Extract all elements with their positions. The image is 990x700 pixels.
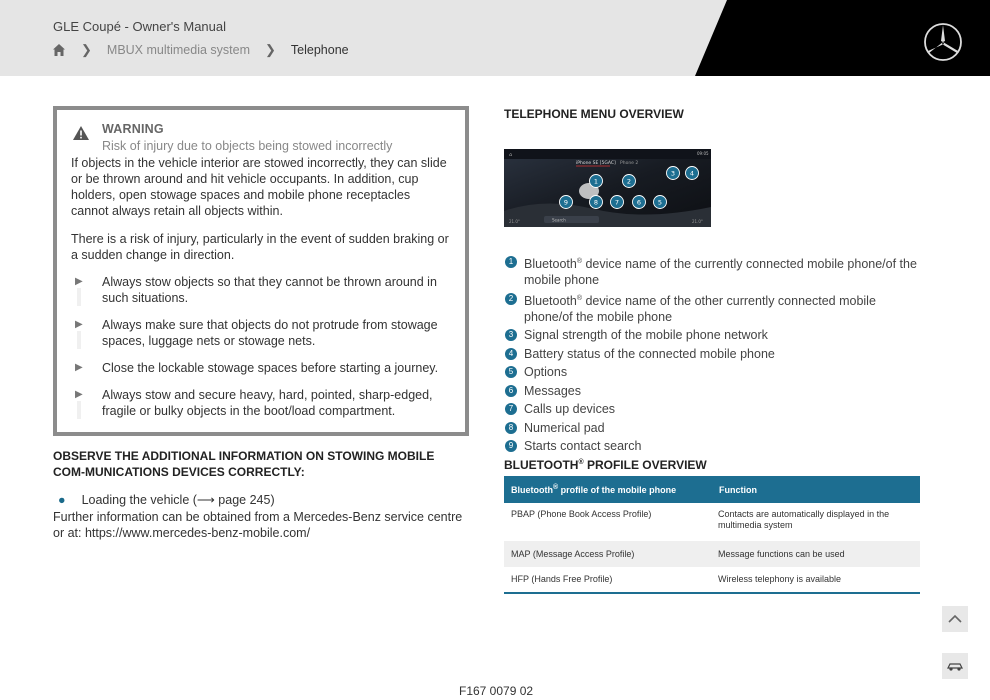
warning-item-text: Close the lockable stowage spaces before starting a journey. xyxy=(102,361,439,375)
table-cell-function: Message functions can be used xyxy=(711,541,920,567)
link-loading-vehicle[interactable]: Loading the vehicle (⟶ page 245) xyxy=(81,493,275,507)
callout-item xyxy=(504,401,924,417)
section-heading-observe: OBSERVE THE ADDITIONAL INFORMATION ON STOWING MOBILE COM-MUNICATIONS DEVICES CORRECTLY: xyxy=(53,449,435,479)
warning-paragraph: There is a risk of injury, particularly in the event of sudden braking or a sudden change in direction. xyxy=(71,232,449,262)
chevron-right-icon: ❯ xyxy=(81,42,92,57)
arrow-right-icon: ▶ xyxy=(75,276,83,287)
bluetooth-word: Bluetooth xyxy=(524,257,577,272)
heading-part: BLUETOOTH xyxy=(504,458,579,472)
telephone-menu-screenshot xyxy=(504,149,711,227)
arrow-right-icon: ▶ xyxy=(75,362,83,373)
callout-desc: device name of the currently connected mobile phone/of the mobile phone xyxy=(524,257,917,288)
callout-6-label: 6 xyxy=(636,198,642,207)
telephone-screen-graphic xyxy=(504,149,711,227)
callout-item xyxy=(504,254,924,288)
callout-desc: Options xyxy=(524,365,568,380)
table-header-row xyxy=(504,476,920,503)
callout-3-label: 3 xyxy=(670,169,676,178)
vehicle-icon xyxy=(942,653,968,679)
callout-item xyxy=(504,420,924,436)
bluetooth-profile-table xyxy=(504,476,920,594)
warning-item-text: Always make sure that objects do not protrude from stowage spaces, luggage nets or stowage nets. xyxy=(102,318,438,348)
registered-mark: ® xyxy=(576,258,582,265)
bluetooth-word: Bluetooth xyxy=(524,293,577,308)
screen-time: 09:05 xyxy=(697,151,709,156)
callout-item xyxy=(504,364,924,380)
registered-mark: ® xyxy=(553,484,559,491)
vehicle-icon-button[interactable] xyxy=(942,653,968,679)
table-row xyxy=(504,541,920,567)
callout-desc: device name of the other currently connected mobile phone/of the mobile phone xyxy=(524,293,876,324)
screen-search: Search xyxy=(552,217,566,223)
bullet-icon: ● xyxy=(58,493,66,507)
table-cell-function: Wireless telephony is available xyxy=(711,567,920,593)
section-heading-telephone-menu: TELEPHONE MENU OVERVIEW xyxy=(504,107,684,121)
callout-text xyxy=(524,254,924,288)
callout-4-label: 4 xyxy=(689,169,695,178)
warning-item-text: Always stow objects so that they cannot be thrown around in such situations. xyxy=(102,275,437,305)
warning-list-item xyxy=(71,387,450,419)
header-part: Bluetooth xyxy=(511,485,553,495)
callout-2-label: 2 xyxy=(626,177,632,186)
scroll-to-top-button[interactable] xyxy=(942,606,968,632)
breadcrumb-item-mbux[interactable]: MBUX multimedia system xyxy=(106,43,250,57)
warning-list-item xyxy=(71,317,450,349)
callout-number: 3 xyxy=(505,329,517,341)
callout-item xyxy=(504,327,924,343)
callout-desc: Signal strength of the mobile phone network xyxy=(524,328,768,343)
registered-mark: ® xyxy=(578,459,584,466)
callout-desc: Battery status of the connected mobile phone xyxy=(524,346,775,361)
callout-number: 8 xyxy=(505,422,517,434)
home-icon[interactable] xyxy=(52,43,66,57)
table-row xyxy=(504,503,920,541)
screen-phone2: Phone 2 xyxy=(620,161,639,166)
table-cell-profile: PBAP (Phone Book Access Profile) xyxy=(511,509,652,519)
arrow-right-icon: ▶ xyxy=(75,319,83,330)
warning-subtitle: Risk of injury due to objects being stowed incorrectly xyxy=(102,139,393,153)
callout-text xyxy=(524,291,924,325)
callout-number: 7 xyxy=(505,403,517,415)
mercedes-star-logo[interactable] xyxy=(923,22,963,62)
warning-header xyxy=(71,122,450,153)
callout-number: 2 xyxy=(505,293,517,305)
heading-part: PROFILE OVERVIEW xyxy=(583,458,707,472)
table-cell-profile: HFP (Hands Free Profile) xyxy=(504,567,711,593)
callout-desc: Numerical pad xyxy=(524,420,605,435)
list-bar xyxy=(77,331,81,349)
callout-number: 1 xyxy=(505,256,517,268)
callout-item xyxy=(504,383,924,399)
callout-7-label: 7 xyxy=(614,198,620,207)
screen-phone1: iPhone SE [5GAC] xyxy=(576,161,616,166)
table-header-profile xyxy=(504,476,711,503)
callout-number: 9 xyxy=(505,440,517,452)
warning-title: WARNING xyxy=(102,122,164,136)
callout-desc: Calls up devices xyxy=(524,402,616,417)
callout-legend xyxy=(504,254,924,457)
registered-mark: ® xyxy=(576,294,582,302)
callout-5-label: 5 xyxy=(657,198,663,207)
header-part: profile of the mobile phone xyxy=(558,485,677,495)
callout-8-label: 8 xyxy=(593,198,599,207)
arrow-right-icon: ▶ xyxy=(75,389,83,400)
breadcrumb xyxy=(52,42,349,58)
warning-list-item xyxy=(71,360,450,376)
callout-item xyxy=(504,291,924,325)
screen-home-icon: ⌂ xyxy=(509,152,513,158)
callout-1-label: 1 xyxy=(593,177,599,186)
warning-item-text: Always stow and secure heavy, hard, pointed, sharp-edged, fragile or bulky objects in the boot/load compartment. xyxy=(102,388,433,418)
warning-triangle-icon xyxy=(73,126,89,140)
figure-code: F167 0079 02 xyxy=(459,684,534,698)
warning-list xyxy=(71,274,450,419)
list-bar xyxy=(77,288,81,306)
screen-temp-right: 21.0° xyxy=(692,219,703,224)
callout-number: 4 xyxy=(505,348,517,360)
further-info-text: Further information can be obtained from a Mercedes-Benz service centre or at: https://www.mercedes-benz-mobile.com/ xyxy=(53,510,463,540)
table-cell-profile: MAP (Message Access Profile) xyxy=(504,541,711,567)
list-bar xyxy=(77,401,81,419)
table-header-function: Function xyxy=(711,476,920,503)
screen-temp-left: 21.0° xyxy=(509,219,520,224)
callout-desc: Starts contact search xyxy=(524,439,642,454)
header xyxy=(0,0,990,76)
section-heading-bluetooth-profile xyxy=(504,458,707,472)
document-title: GLE Coupé - Owner's Manual xyxy=(53,19,227,34)
callout-desc: Messages xyxy=(524,383,581,398)
callout-item xyxy=(504,346,924,362)
warning-list-item xyxy=(71,274,450,306)
callout-9-label: 9 xyxy=(563,198,569,207)
warning-paragraph: If objects in the vehicle interior are stowed incorrectly, they can slide or be thrown around and hit vehicle occupants. In addition, cup holders, open stowage spaces and mobile phone receptacles cannot always retain all objects within. xyxy=(71,156,447,218)
callout-number: 5 xyxy=(505,366,517,378)
chevron-right-icon: ❯ xyxy=(265,42,276,57)
table-cell-function: Contacts are automatically displayed in the multimedia system xyxy=(718,509,890,530)
list-item[interactable] xyxy=(58,492,275,507)
callout-number: 6 xyxy=(505,385,517,397)
callout-item xyxy=(504,438,924,454)
table-row xyxy=(504,567,920,593)
chevron-up-icon xyxy=(942,606,968,632)
breadcrumb-item-telephone: Telephone xyxy=(290,43,349,57)
warning-box xyxy=(53,106,469,436)
